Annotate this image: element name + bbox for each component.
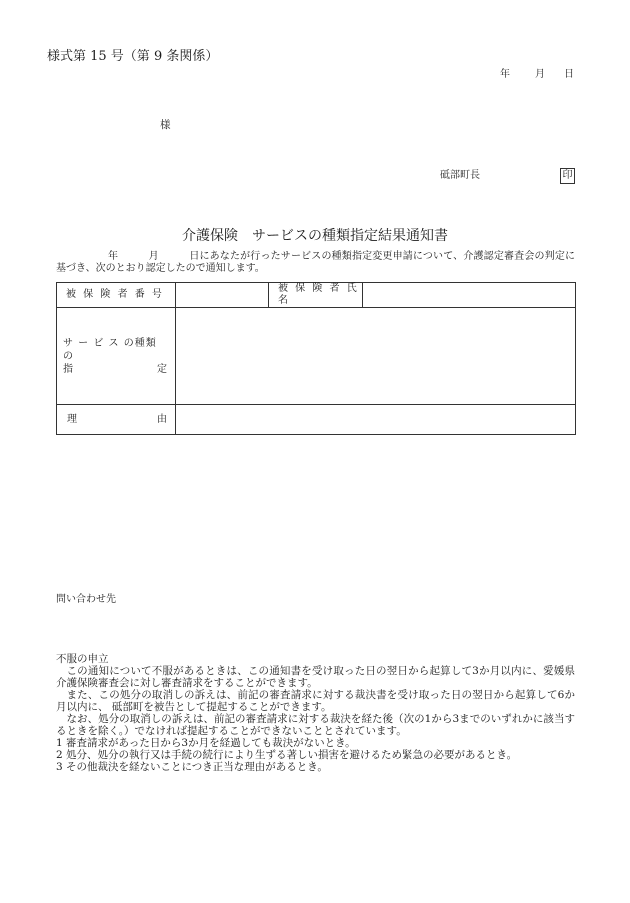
service-type-label-line2-left: 指: [63, 363, 73, 375]
appeal-list-item: 2 処分、処分の執行又は手続の続行により生ずる著しい損害を避けるため緊急の必要があるとき。: [56, 749, 518, 761]
service-type-label-line1: サ ー ビ ス の種類の: [63, 337, 157, 362]
table-row-reason: [57, 405, 576, 435]
appeal-paragraph: この通知について不服があるときは、この通知書を受け取った日の翌日から起算して3か月以内に、愛媛県介護保険審査会に対し審査請求をすることができます。: [56, 665, 575, 689]
service-type-value: [176, 308, 576, 405]
service-type-label-cell: [57, 308, 176, 405]
date-year-label: 年: [500, 69, 510, 80]
insured-name-label: 被 保 険 者 氏 名: [269, 283, 363, 308]
form-number: 様式第 15 号（第 9 条関係）: [47, 49, 219, 64]
reason-label-left: 理: [67, 413, 77, 425]
result-table: [56, 282, 576, 435]
appeal-paragraph: なお、処分の取消しの訴えは、前記の審査請求に対する裁決を経た後（次の1から3までのいずれかに該当するときを除く。）でなければ提起することができないこととされています。: [56, 713, 575, 737]
appeal-list-item: 1 審査請求があった日から3か月を経過しても裁決がないとき。: [56, 737, 356, 749]
appeal-heading: 不服の申立: [56, 653, 109, 665]
table-row-insured: [57, 283, 576, 308]
document-title: 介護保険 サービスの種類指定結果通知書: [182, 228, 448, 244]
reason-value: [176, 405, 576, 435]
recipient-honorific: 様: [160, 119, 171, 131]
date-day-label: 日: [564, 69, 574, 80]
date-month-label: 月: [535, 69, 545, 80]
service-type-label-line2-right: 定: [157, 363, 167, 375]
reason-label-right: 由: [157, 413, 167, 425]
insured-name-value: [363, 283, 576, 308]
appeal-section: [56, 653, 575, 773]
intro-paragraph: 年 月 日にあなたが行ったサービスの種類指定変更申請について、介護認定審査会の判定に基づき、次のとおり認定したので通知します。: [56, 251, 575, 274]
contact-label: 問い合わせ先: [56, 594, 116, 605]
appeal-list-item: 3 その他裁決を経ないことにつき正当な理由があるとき。: [56, 761, 328, 773]
insured-number-label: 被 保 険 者 番 号: [57, 283, 176, 308]
appeal-paragraph: また、この処分の取消しの訴えは、前記の審査請求に対する裁決書を受け取った日の翌日から起算して6か月以内に、 砥部町を被告として提起することができます。: [56, 689, 575, 713]
reason-label-cell: [57, 405, 176, 435]
issuer-name: 砥部町長: [440, 170, 480, 181]
seal-stamp-box: 印: [560, 168, 575, 184]
table-row-service: [57, 308, 576, 405]
insured-number-value: [176, 283, 269, 308]
